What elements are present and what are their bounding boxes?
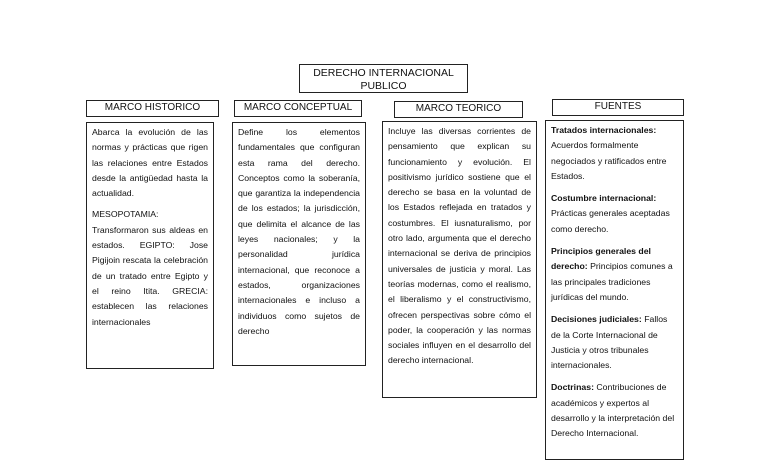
fuente-item xyxy=(551,191,678,237)
fuente-desc: Principios comunes a las principales tradiciones jurídicas del mundo. xyxy=(551,261,673,302)
fuente-term: Costumbre internacional: xyxy=(551,193,657,204)
fuente-item xyxy=(551,380,678,441)
fuente-item xyxy=(551,123,678,184)
marco-conceptual-box xyxy=(232,122,366,366)
title-line-2: PUBLICO xyxy=(360,80,407,92)
fuente-item xyxy=(551,244,678,305)
fuentes-box xyxy=(545,120,684,460)
fuente-term: Doctrinas: xyxy=(551,382,594,393)
fuente-desc: Prácticas generales aceptadas como derecho. xyxy=(551,208,670,234)
header-marco-conceptual: MARCO CONCEPTUAL xyxy=(234,100,362,117)
fuente-term: Principios generales del derecho: xyxy=(551,246,651,272)
diagram-title xyxy=(299,64,468,93)
marco-historico-box xyxy=(86,122,214,369)
fuente-term: Decisiones judiciales: xyxy=(551,314,642,325)
historico-details: MESOPOTAMIA: Transformaron sus aldeas en estados. EGIPTO: Jose Pigijoin rescata la celebración de un tratado entre Egipto y el reino Itita. GRECIA: establecen las relaciones internacionales xyxy=(92,209,208,327)
fuente-term: Tratados internacionales: xyxy=(551,125,657,135)
fuente-item xyxy=(551,312,678,373)
marco-teorico-box xyxy=(382,121,537,398)
header-marco-historico: MARCO HISTORICO xyxy=(86,100,219,117)
historico-intro: Abarca la evolución de las normas y prácticas que rigen las relaciones entre Estados desde la antigüedad hasta la actualidad. xyxy=(92,127,208,199)
fuente-desc: Contribuciones de académicos y expertos al desarrollo y la interpretación del Derecho Internacional. xyxy=(551,382,675,439)
conceptual-text: Define los elementos fundamentales que configuran esta rama del derecho. Conceptos como la soberanía, que garantiza la independencia de los estados; la jurisdicción, que delimita el alcance de las leyes nacionales; y la personalidad jurídica internacional, que reconoce a estados, organizaciones internacionales e incluso a individuos como sujetos de derecho xyxy=(238,127,360,336)
fuente-desc: Fallos de la Corte Internacional de Justicia y otros tribunales internacionales. xyxy=(551,314,668,371)
header-fuentes: FUENTES xyxy=(552,99,684,116)
title-line-1: DERECHO INTERNACIONAL xyxy=(313,67,454,79)
fuente-desc: Acuerdos formalmente negociados y ratificados entre Estados. xyxy=(551,140,667,181)
teorico-text: Incluye las diversas corrientes de pensamiento que explican su funcionamiento y evolución. El positivismo jurídico sostiene que el derecho se basa en la voluntad de los Estados reflejada en tratados y costumbres. El iusnaturalismo, por otro lado, argumenta que el derecho internacional se deriva de principios universales de justicia y moral. Las teorías modernas, como el realismo, el liberalismo y el constructivismo, ofrecen perspectivas sobre cómo el poder, la cooperación y las normas sociales influyen en el desarrollo del derecho internacional. xyxy=(388,126,531,366)
header-marco-teorico: MARCO TEORICO xyxy=(394,101,523,118)
